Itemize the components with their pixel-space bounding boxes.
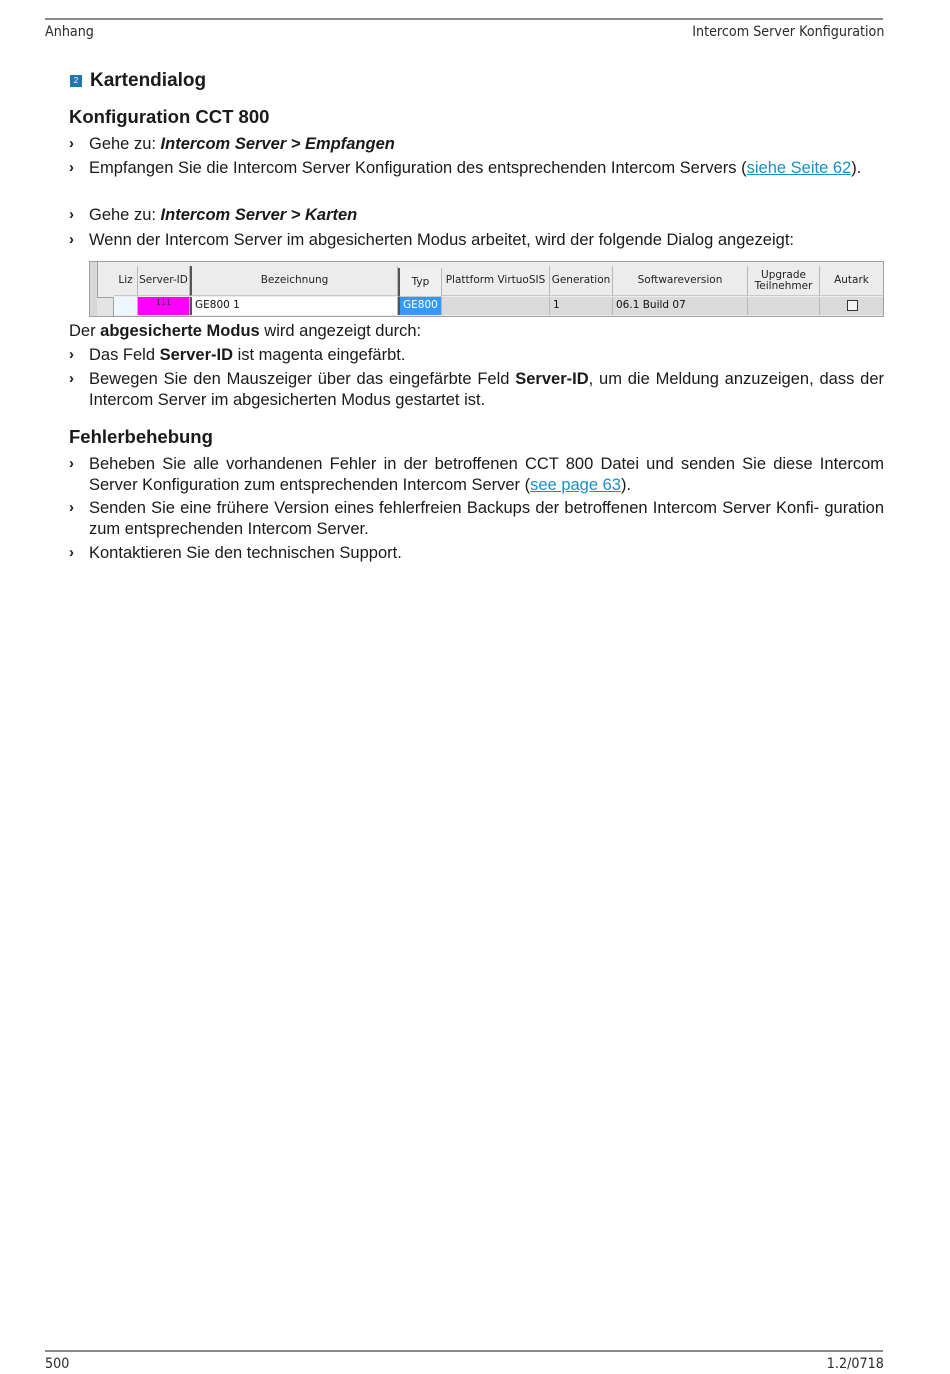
header-left: Anhang [45,24,94,40]
header-right: Intercom Server Konfiguration [691,24,884,40]
col-header-autark[interactable]: Autark [820,266,884,296]
cell-typ[interactable]: GE800 [398,297,442,315]
fix-bullet-1: › Beheben Sie alle vorhandenen Fehler in der betroffenen CCT 800 Datei und senden Sie diese Intercom Server Konfiguration zum entsprechenden Intercom Server (see page 63). [69,455,884,494]
cell-bezeichnung[interactable]: GE800 1 [190,297,398,315]
mode-bullet-2: › Bewegen Sie den Mauszeiger über das eingefärbte Feld Server-ID, um die Meldung anzuzeigen, dass der Intercom Server im abgesicherten Modus gestartet ist. [69,370,884,409]
mode-intro: Der abgesicherte Modus wird angezeigt durch: [69,322,422,340]
fix-bullet-3: › Kontaktieren Sie den technischen Support. [69,544,402,562]
header-rule [45,18,883,20]
row-selector[interactable] [97,297,114,316]
chevron-icon: › [69,544,74,561]
col-header-softwareversion[interactable]: Softwareversion [613,266,748,296]
cct-heading: Konfiguration CCT 800 [69,106,270,127]
cell-autark[interactable] [820,297,884,315]
chevron-icon: › [69,159,74,176]
cct-bullet-3: › Gehe zu: Intercom Server > Karten [69,206,358,224]
cell-server-id[interactable]: 111 [138,297,190,315]
col-header-plattform[interactable]: Plattform VirtuoSIS [442,266,550,296]
cell-softwareversion[interactable]: 06.1 Build 07 [613,297,748,315]
document-version: 1.2/0718 [826,1356,884,1372]
cct-bullet-1: › Gehe zu: Intercom Server > Empfangen [69,135,395,153]
mode-bullet-1: › Das Feld Server-ID ist magenta eingefärbt. [69,346,406,364]
col-header-upgrade[interactable]: Upgrade Teilnehmer [748,266,820,296]
cct-bullet-4: › Wenn der Intercom Server im abgesicherten Modus arbeitet, wird der folgende Dialog angezeigt: [69,231,794,249]
chevron-icon: › [69,499,74,516]
cell-liz[interactable] [114,297,138,315]
link-siehe-seite-62[interactable]: siehe Seite 62 [746,159,852,177]
cell-plattform[interactable] [442,297,550,315]
chevron-icon: › [69,231,74,248]
col-header-bezeichnung[interactable]: Bezeichnung [190,266,398,296]
cell-upgrade[interactable] [748,297,820,315]
chevron-icon: › [69,346,74,363]
col-header-server-id[interactable]: Server-ID [138,266,190,296]
col-header-generation[interactable]: Generation [550,266,613,296]
chevron-icon: › [69,206,74,223]
fix-heading: Fehlerbehebung [69,426,213,447]
chevron-icon: › [69,455,74,472]
link-see-page-63[interactable]: see page 63 [530,475,621,494]
section-heading [70,70,206,92]
col-header-typ[interactable]: Typ [398,268,442,297]
footer-rule [45,1350,883,1352]
chevron-icon: › [69,370,74,387]
cards-dialog-grid [89,261,884,317]
autark-checkbox[interactable] [847,300,858,311]
col-header-liz[interactable]: Liz [114,266,138,296]
section-badge: 2 [70,75,82,87]
page-number: 500 [45,1356,70,1372]
cct-bullet-2: › Empfangen Sie die Intercom Server Konfiguration des entsprechenden Intercom Servers (siehe Seite 62). [69,159,862,177]
section-title: Kartendialog [90,70,207,91]
chevron-icon: › [69,135,74,152]
fix-bullet-2: › Senden Sie eine frühere Version eines fehlerfreien Backups der betroffenen Intercom Server Konfi- guration zum entsprechenden Intercom Server. [69,499,884,538]
cell-generation[interactable]: 1 [550,297,613,315]
